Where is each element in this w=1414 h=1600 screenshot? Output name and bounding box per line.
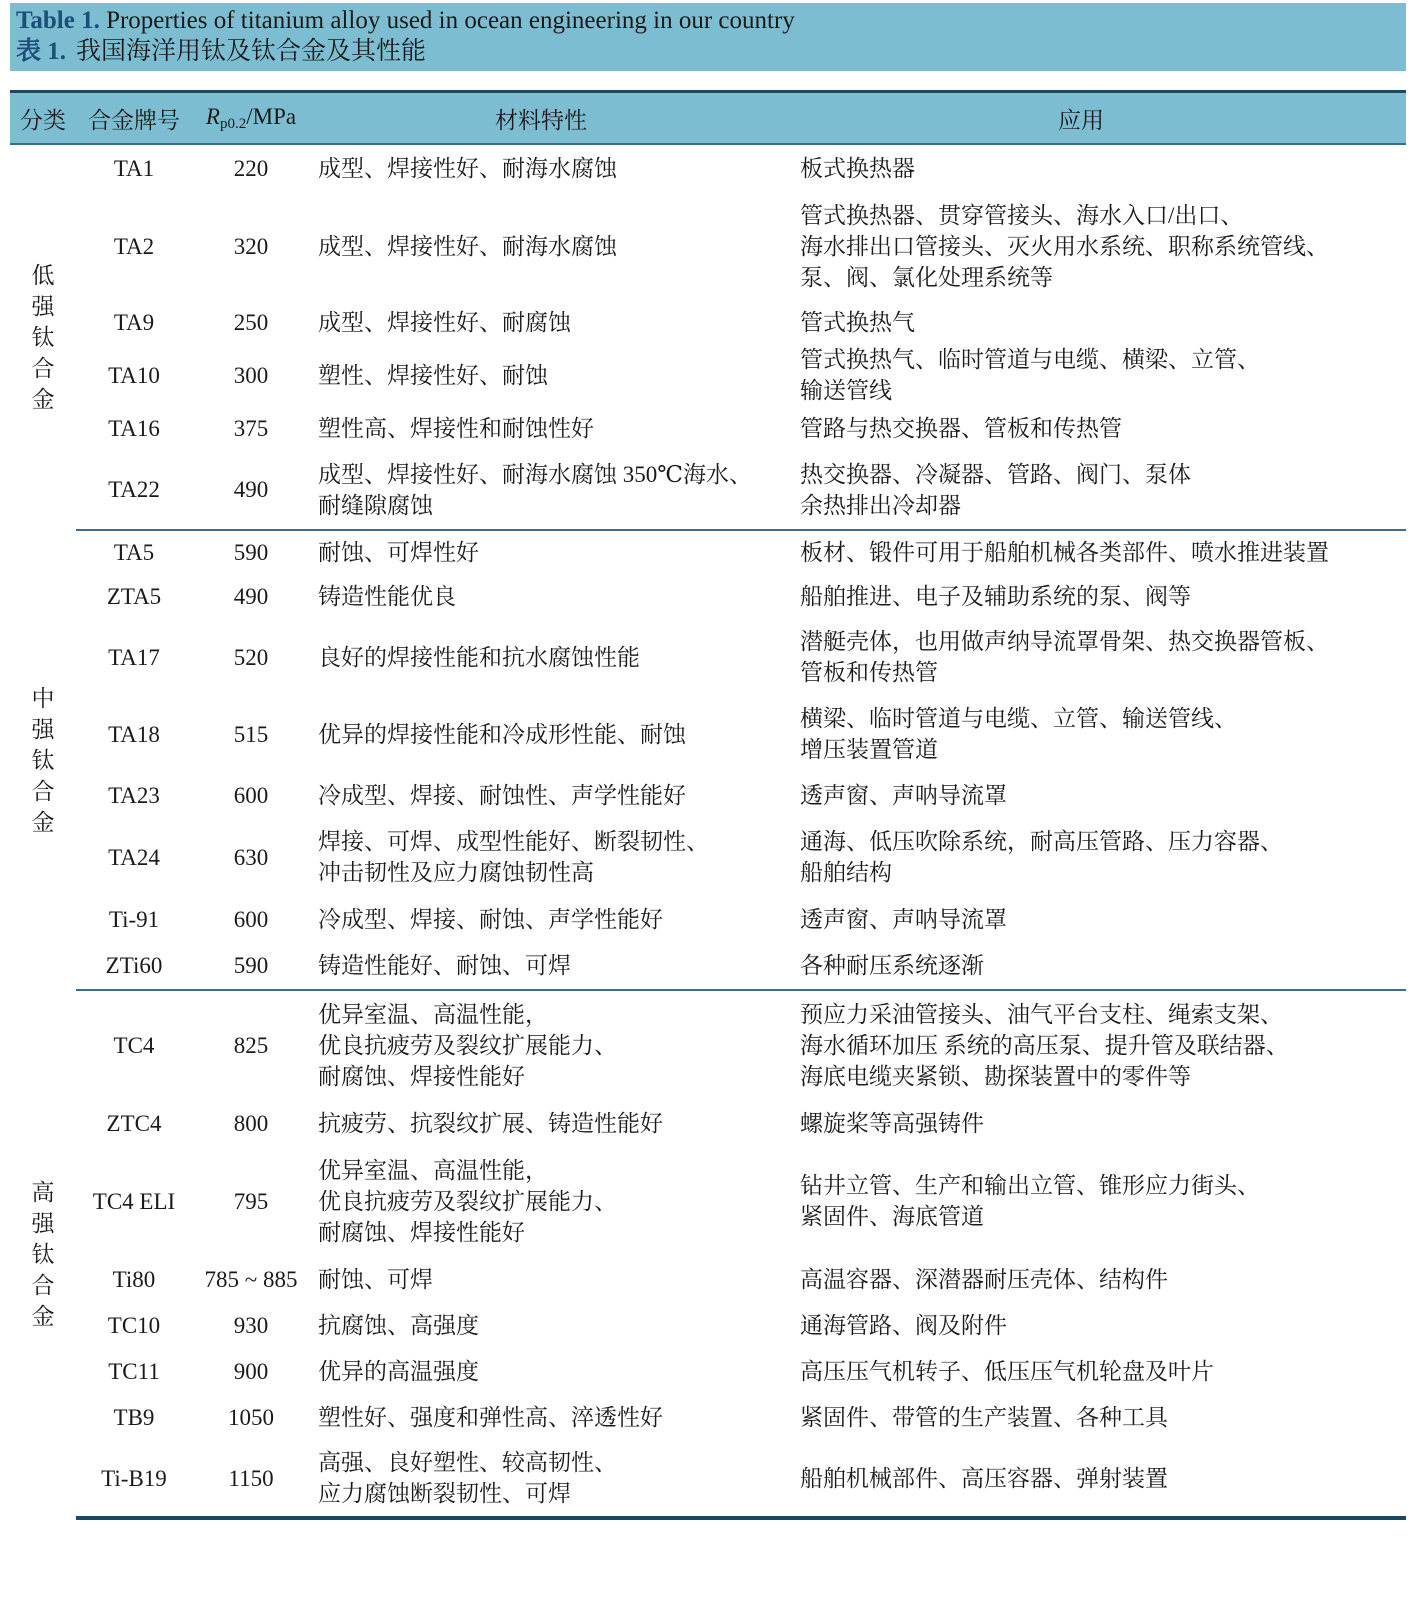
rp-value-cell: 515 (233, 721, 269, 747)
applications-line: 板式换热器 (800, 156, 915, 181)
table-body (10, 144, 1406, 1518)
table-row (10, 1348, 1406, 1394)
table-row (10, 192, 1406, 300)
properties-cell (310, 344, 788, 406)
header-grade: 合金牌号 (76, 92, 192, 145)
applications-line: 潜艇壳体，也用做声纳导流罩骨架、热交换器管板、 (800, 629, 1329, 654)
applications-line: 海底电缆夹紧锁、勘探装置中的零件等 (800, 1064, 1191, 1089)
table-row (10, 1302, 1406, 1348)
properties-line: 抗腐蚀、高强度 (318, 1312, 479, 1338)
table-row (10, 1100, 1406, 1146)
applications-line: 预应力采油管接头、油气平台支柱、绳索支架、 (800, 1002, 1283, 1027)
properties-cell (310, 1100, 788, 1146)
applications-line: 管路与热交换器、管板和传热管 (800, 415, 1122, 441)
properties-line: 铸造性能优良 (318, 583, 456, 609)
properties-line: 成型、焊接性好、耐海水腐蚀 (318, 233, 617, 259)
properties-cell (310, 300, 788, 344)
grade-cell: TA18 (108, 721, 160, 747)
caption-chinese (16, 36, 1400, 67)
applications-cell (788, 818, 1406, 896)
properties-line: 应力腐蚀断裂韧性、可焊 (318, 1481, 571, 1506)
table-row (10, 1256, 1406, 1302)
rp-value-cell: 490 (192, 450, 310, 530)
rp-value-cell: 300 (233, 362, 269, 388)
table-row (10, 990, 1406, 1100)
properties-line: 塑性好、强度和弹性高、淬透性好 (318, 1404, 663, 1430)
properties-cell (310, 942, 788, 990)
rp-value-cell: 590 (192, 942, 310, 990)
applications-cell (788, 450, 1406, 530)
grade-cell: TC4 ELI (92, 1188, 176, 1214)
applications-line: 海水循环加压 系统的高压泵、提升管及联结器、 (800, 1033, 1289, 1058)
table-row (10, 896, 1406, 942)
grade-cell: TA24 (108, 844, 160, 870)
properties-cell (310, 896, 788, 942)
rp-value-cell: 220 (233, 156, 269, 181)
applications-line: 管式换热器、贯穿管接头、海水入口/出口、 (800, 202, 1244, 228)
properties-cell (310, 1146, 788, 1256)
properties-cell (310, 618, 788, 696)
properties-line: 耐腐蚀、焊接性能好 (318, 1064, 525, 1089)
grade-cell: TB9 (113, 1404, 155, 1430)
properties-line: 良好的焊接性能和抗水腐蚀性能 (318, 644, 640, 670)
properties-line: 塑性、焊接性好、耐蚀 (318, 362, 548, 388)
properties-cell (310, 1440, 788, 1518)
header-applications: 应用 (788, 92, 1406, 145)
applications-cell (788, 1256, 1406, 1302)
applications-cell (788, 942, 1406, 990)
applications-cell (788, 990, 1406, 1100)
grade-cell: ZTi60 (76, 942, 192, 990)
table-row (10, 1394, 1406, 1440)
grade-cell: ZTA5 (106, 583, 162, 609)
table-row (10, 406, 1406, 450)
grade-cell: Ti-91 (108, 906, 160, 932)
applications-line: 板材、锻件可用于船舶机械各类部件、喷水推进装置 (800, 540, 1329, 565)
header-rp-unit: /MPa (246, 103, 297, 129)
header-category: 分类 (10, 92, 76, 145)
table-caption (10, 3, 1406, 71)
applications-line: 通海管路、阀及附件 (800, 1312, 1007, 1338)
applications-cell (788, 1348, 1406, 1394)
table-row (10, 1146, 1406, 1256)
grade-cell: TA5 (113, 540, 155, 565)
rp-value-cell: 800 (233, 1110, 269, 1136)
applications-line: 紧固件、带管的生产装置、各种工具 (800, 1404, 1168, 1430)
applications-line: 热交换器、冷凝器、管路、阀门、泵体 (800, 461, 1191, 487)
rp-value-cell: 590 (233, 540, 269, 565)
applications-line: 横梁、临时管道与电缆、立管、输送管线、 (800, 706, 1237, 731)
applications-cell (788, 1302, 1406, 1348)
grade-cell: Ti-B19 (76, 1440, 192, 1518)
properties-cell (310, 450, 788, 530)
applications-cell (788, 1394, 1406, 1440)
applications-line: 输送管线 (800, 378, 892, 403)
properties-table-container (10, 90, 1406, 1520)
applications-line: 紧固件、海底管道 (800, 1204, 984, 1229)
category-cell (10, 144, 76, 530)
applications-line: 高压压气机转子、低压压气机轮盘及叶片 (800, 1358, 1214, 1384)
properties-line: 耐缝隙腐蚀 (318, 492, 433, 518)
properties-line: 优异的焊接性能和冷成形性能、耐蚀 (318, 721, 686, 747)
table-row (10, 1440, 1406, 1518)
table-row (10, 300, 1406, 344)
table-row (10, 450, 1406, 530)
table-row (10, 618, 1406, 696)
applications-cell (788, 1100, 1406, 1146)
properties-line: 冷成型、焊接、耐蚀性、声学性能好 (318, 782, 686, 808)
grade-cell: TA17 (108, 644, 160, 670)
table-row (10, 942, 1406, 990)
category-cell (10, 990, 76, 1518)
rp-value-cell: 900 (233, 1358, 269, 1384)
grade-cell: ZTC4 (106, 1110, 162, 1136)
caption-zh-text: 我国海洋用钛及钛合金及其性能 (76, 38, 427, 65)
rp-value-cell: 1150 (192, 1440, 310, 1518)
grade-cell: TA22 (76, 450, 192, 530)
applications-line: 高温容器、深潜器耐压壳体、结构件 (800, 1266, 1168, 1292)
applications-line: 管式换热气 (800, 309, 915, 335)
header-properties: 材料特性 (310, 92, 788, 145)
properties-line: 成型、焊接性好、耐腐蚀 (318, 309, 571, 335)
table-row (10, 772, 1406, 818)
properties-cell (310, 1302, 788, 1348)
properties-line: 优良抗疲劳及裂纹扩展能力、 (318, 1033, 617, 1058)
applications-cell (788, 530, 1406, 574)
applications-cell (788, 344, 1406, 406)
table-row (10, 696, 1406, 772)
grade-cell: TC11 (108, 1358, 160, 1384)
rp-value-cell: 785 ~ 885 (204, 1266, 298, 1292)
grade-cell: Ti80 (112, 1266, 156, 1292)
rp-value-cell: 250 (233, 309, 269, 335)
properties-line: 冷成型、焊接、耐蚀、声学性能好 (318, 906, 663, 932)
applications-cell (788, 696, 1406, 772)
grade-cell: TA2 (113, 233, 155, 259)
properties-cell (310, 192, 788, 300)
properties-line: 耐腐蚀、焊接性能好 (318, 1219, 525, 1245)
applications-cell (788, 1440, 1406, 1518)
applications-cell (788, 574, 1406, 618)
rp-value-cell: 930 (233, 1312, 269, 1338)
header-row (10, 92, 1406, 145)
applications-line: 透声窗、声呐导流罩 (800, 906, 1007, 932)
rp-value-cell: 630 (233, 844, 269, 870)
properties-cell (310, 144, 788, 192)
table-row (10, 530, 1406, 574)
properties-line: 冲击韧性及应力腐蚀韧性高 (318, 860, 594, 885)
grade-cell: TA1 (113, 156, 155, 181)
properties-cell (310, 990, 788, 1100)
properties-line: 耐蚀、可焊性好 (318, 540, 479, 565)
properties-line: 优异的高温强度 (318, 1358, 479, 1384)
applications-cell (788, 896, 1406, 942)
properties-cell (310, 1348, 788, 1394)
grade-cell: TA23 (108, 782, 160, 808)
applications-line: 螺旋桨等高强铸件 (800, 1110, 984, 1136)
applications-line: 各种耐压系统逐渐 (800, 953, 984, 978)
applications-cell (788, 300, 1406, 344)
properties-line: 成型、焊接性好、耐海水腐蚀 350℃海水、 (318, 461, 752, 487)
properties-line: 成型、焊接性好、耐海水腐蚀 (318, 156, 617, 181)
category-cell (10, 530, 76, 990)
grade-cell: TA16 (108, 415, 160, 441)
applications-line: 钻井立管、生产和输出立管、锥形应力街头、 (800, 1173, 1260, 1198)
header-rp-sub: p0.2 (219, 115, 247, 132)
rp-value-cell: 1050 (228, 1404, 274, 1430)
properties-line: 优良抗疲劳及裂纹扩展能力、 (318, 1188, 617, 1214)
table-row (10, 344, 1406, 406)
caption-english (16, 5, 1400, 36)
applications-cell (788, 1146, 1406, 1256)
properties-cell (310, 772, 788, 818)
applications-line: 船舶机械部件、高压容器、弹射装置 (800, 1465, 1168, 1491)
grade-cell: TA10 (108, 362, 160, 388)
caption-en-label: Table 1. (16, 7, 100, 34)
properties-line: 优异室温、高温性能， (318, 1002, 548, 1027)
properties-cell (310, 1394, 788, 1440)
applications-cell (788, 144, 1406, 192)
applications-line: 透声窗、声呐导流罩 (800, 782, 1007, 808)
properties-cell (310, 1256, 788, 1302)
applications-line: 通海、低压吹除系统，耐高压管路、压力容器、 (800, 829, 1283, 854)
header-rp-symbol: R (205, 103, 220, 129)
table-row (10, 818, 1406, 896)
rp-value-cell: 520 (233, 644, 269, 670)
applications-line: 海水排出口管接头、灭火用水系统、职称系统管线、 (800, 233, 1329, 259)
category-label: 低强钛合金 (31, 263, 55, 412)
rp-value-cell: 490 (233, 583, 269, 609)
caption-zh-label: 表 1. (16, 38, 67, 65)
applications-cell (788, 406, 1406, 450)
applications-line: 管式换热气、临时管道与电缆、横梁、立管、 (800, 347, 1260, 372)
category-label: 高强钛合金 (31, 1179, 55, 1329)
table-row (10, 574, 1406, 618)
rp-value-cell: 825 (233, 1033, 269, 1058)
properties-line: 塑性高、焊接性和耐蚀性好 (318, 415, 594, 441)
table-row (10, 144, 1406, 192)
properties-line: 抗疲劳、抗裂纹扩展、铸造性能好 (318, 1110, 663, 1136)
rp-value-cell: 600 (233, 782, 269, 808)
applications-line: 管板和传热管 (800, 660, 938, 685)
applications-line: 船舶结构 (800, 860, 892, 885)
properties-line: 耐蚀、可焊 (318, 1266, 433, 1292)
properties-cell (310, 574, 788, 618)
category-label: 中强钛合金 (31, 685, 55, 835)
properties-cell (310, 818, 788, 896)
rp-value-cell: 375 (233, 415, 269, 441)
applications-line: 增压装置管道 (800, 737, 938, 762)
applications-line: 余热排出冷却器 (800, 492, 961, 518)
rp-value-cell: 320 (233, 233, 269, 259)
header-rp (192, 92, 310, 145)
properties-line: 高强、良好塑性、较高韧性、 (318, 1450, 617, 1475)
grade-cell: TA9 (113, 309, 155, 335)
properties-line: 优异室温、高温性能， (318, 1157, 548, 1183)
properties-cell (310, 696, 788, 772)
properties-cell (310, 530, 788, 574)
properties-cell (310, 406, 788, 450)
grade-cell: TC10 (107, 1312, 161, 1338)
rp-value-cell: 795 (233, 1188, 269, 1214)
applications-line: 泵、阀、氯化处理系统等 (800, 264, 1053, 290)
caption-en-text: Properties of titanium alloy used in ocean engineering in our country (99, 7, 795, 34)
rp-value-cell: 600 (233, 906, 269, 932)
properties-table (10, 90, 1406, 1520)
applications-cell (788, 618, 1406, 696)
grade-cell: TC4 (113, 1033, 155, 1058)
applications-cell (788, 772, 1406, 818)
applications-cell (788, 192, 1406, 300)
properties-line: 焊接、可焊、成型性能好、断裂韧性、 (318, 829, 709, 854)
properties-line: 铸造性能好、耐蚀、可焊 (318, 953, 571, 978)
applications-line: 船舶推进、电子及辅助系统的泵、阀等 (800, 583, 1191, 609)
